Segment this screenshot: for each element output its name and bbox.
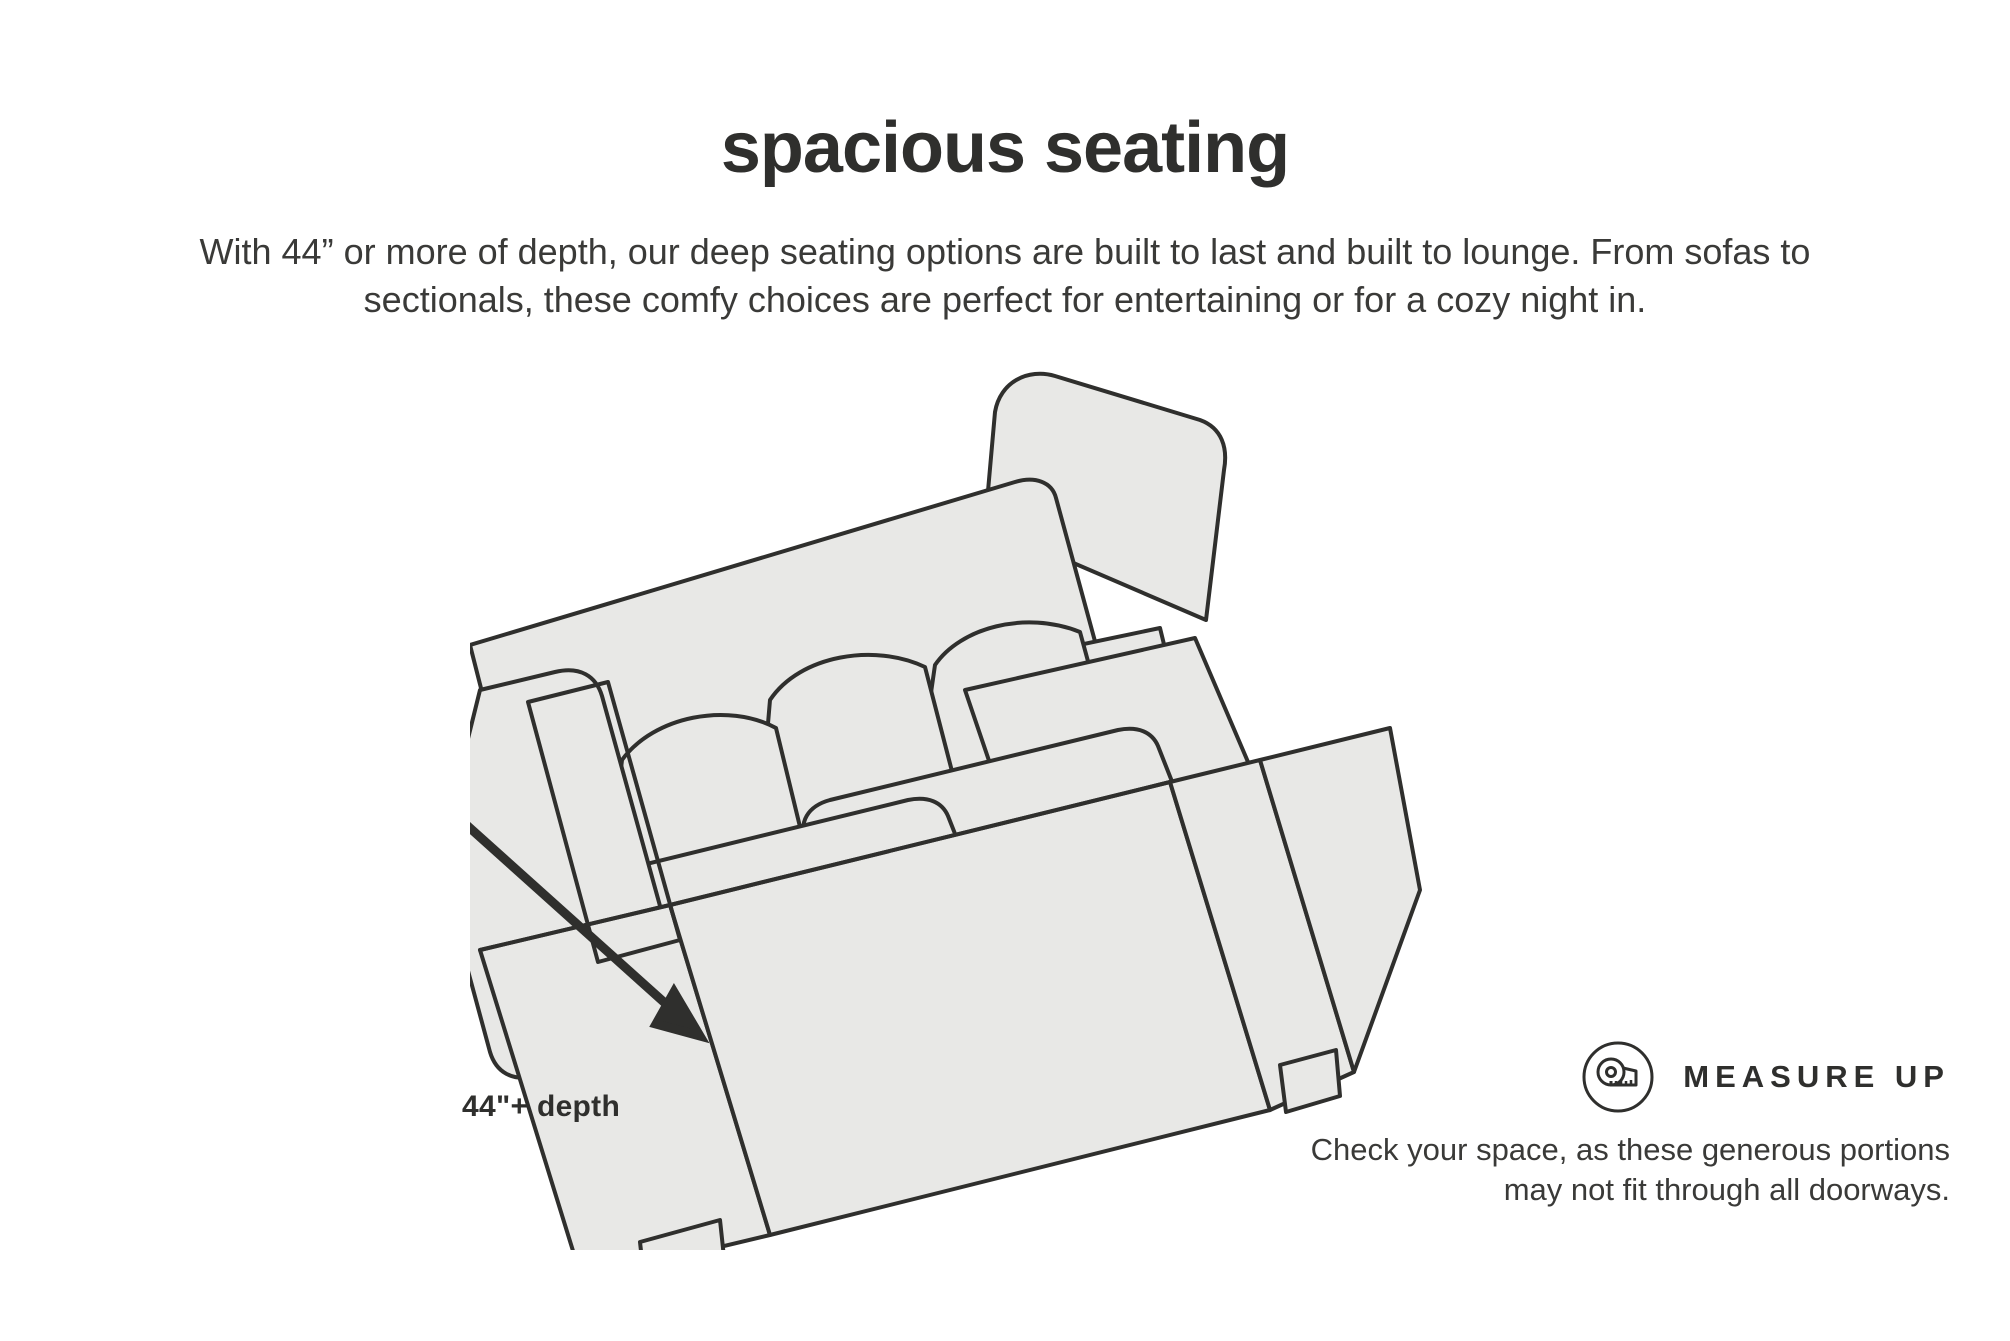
measure-up-title: MEASURE UP <box>1683 1059 1950 1094</box>
tape-measure-icon <box>1581 1040 1655 1114</box>
page-title: spacious seating <box>720 108 1290 188</box>
page-description: With 44” or more of depth, our deep seating options are built to last and built to lounge. From sofas to sectionals, these comfy choices are perfect for entertaining or for a cozy night in. <box>199 231 1811 320</box>
measure-up-block <box>1300 1040 1950 1209</box>
measure-up-header <box>1300 1040 1950 1114</box>
depth-dimension-label: 44"+ depth <box>462 1090 621 1123</box>
measure-up-body: Check your space, as these generous portions may not fit through all doorways. <box>1310 1132 1950 1207</box>
